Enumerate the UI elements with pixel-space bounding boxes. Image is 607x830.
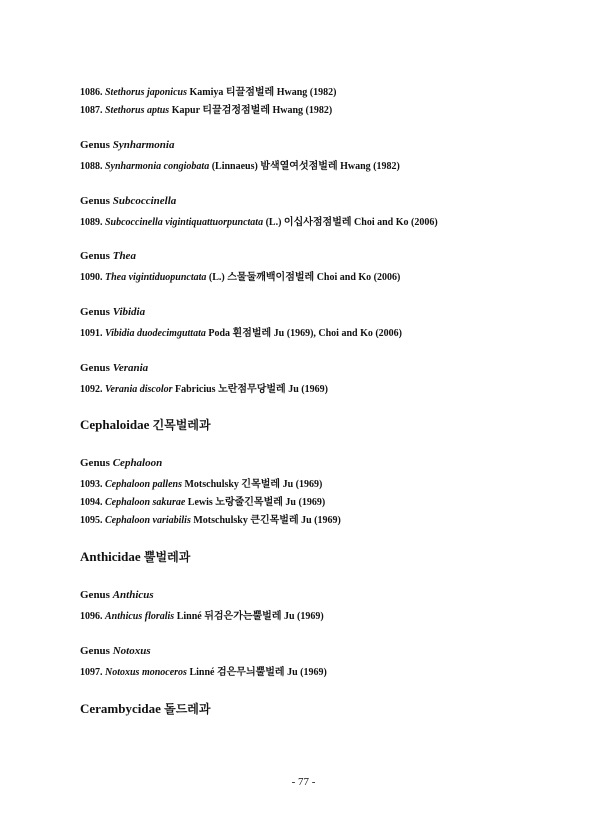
latin-name: Cephaloon variabilis (105, 515, 191, 526)
genus-heading (80, 589, 154, 601)
text-segment: (L.) (263, 217, 284, 228)
family-heading (80, 416, 211, 433)
latin-name: Anthicus (112, 589, 154, 601)
text-segment: Genus (80, 139, 113, 151)
text-segment: Motschulsky (190, 515, 251, 526)
genus-heading (80, 139, 174, 151)
text-segment: Ju (1969) (298, 515, 341, 526)
text-segment: Genus (80, 362, 113, 374)
text-segment: 1091. (80, 328, 105, 339)
latin-name: Subcoccinella (112, 195, 177, 207)
genus-heading (80, 645, 151, 657)
species-entry (80, 101, 332, 116)
text-segment: 1087. (80, 105, 105, 116)
korean-name: 긴목벌레과 (152, 418, 211, 432)
species-entry (80, 607, 324, 622)
latin-name: Thea (112, 250, 136, 262)
species-entry (80, 157, 400, 172)
genus-heading (80, 362, 148, 374)
species-entry (80, 268, 400, 283)
text-segment: 1097. (80, 667, 105, 678)
text-segment: Genus (80, 250, 113, 262)
text-segment: Linné (186, 667, 217, 678)
text-segment: Ju (1969) (284, 667, 327, 678)
text-segment: Ju (1969) (282, 497, 326, 508)
text-segment: 1095. (80, 515, 105, 526)
text-segment: (Linnaeus) (209, 161, 261, 172)
text-segment: Ju (1969) (281, 611, 324, 622)
korean-name: 뒤검은가는뿔벌레 (204, 611, 282, 622)
korean-name: 이십사점점벌레 (283, 217, 352, 228)
text-segment: Genus (80, 457, 113, 469)
text-segment: 1086. (80, 87, 105, 98)
text-segment: Cerambycidae (80, 701, 165, 716)
text-segment: Cephaloidae (80, 417, 153, 432)
text-segment: Choi and Ko (2006) (314, 272, 401, 283)
latin-name: Vibidia (112, 306, 146, 318)
latin-name: Verania (112, 362, 149, 374)
species-entry (80, 475, 322, 490)
text-segment: 1094. (80, 497, 105, 508)
species-entry (80, 511, 341, 526)
text-segment: 1092. (80, 384, 105, 395)
text-segment: Genus (80, 195, 113, 207)
text-segment: Anthicidae (80, 549, 144, 564)
text-segment: Kapur (169, 105, 203, 116)
korean-name: 돌드레과 (164, 702, 211, 716)
text-segment: 1089. (80, 217, 105, 228)
species-entry (80, 213, 438, 228)
species-entry (80, 493, 325, 508)
korean-name: 흰점벌레 (232, 328, 272, 339)
text-segment: 1093. (80, 479, 105, 490)
latin-name: Stethorus japonicus (105, 87, 187, 98)
text-segment: Genus (80, 306, 113, 318)
text-segment: 1090. (80, 272, 105, 283)
latin-name: Anthicus floralis (105, 611, 175, 622)
text-segment: Kamiya (186, 87, 226, 98)
latin-name: Synharmonia (112, 139, 175, 151)
text-segment: Ju (1969) (280, 479, 323, 490)
family-heading (80, 548, 190, 565)
text-segment: (L.) (206, 272, 228, 283)
latin-name: Cephaloon sakurae (105, 497, 186, 508)
latin-name: Notoxus monoceros (105, 667, 187, 678)
text-segment: Genus (80, 589, 113, 601)
latin-name: Cephaloon pallens (105, 479, 182, 490)
korean-name: 뿔벌레과 (143, 550, 191, 564)
latin-name: Verania discolor (105, 384, 173, 395)
latin-name: Subcoccinella vigintiquattuorpunctata (105, 217, 264, 228)
text-segment: Ju (1969), Choi and Ko (2006) (271, 328, 403, 339)
text-segment: Motschulsky (181, 479, 242, 490)
latin-name: Stethorus aptus (105, 105, 170, 116)
text-segment: Hwang (1982) (274, 87, 337, 98)
text-segment: Fabricius (172, 384, 219, 395)
genus-heading (80, 306, 145, 318)
species-entry (80, 380, 328, 395)
korean-name: 티끌검정점벌레 (202, 105, 270, 116)
korean-name: 검은무늬뿔벌레 (216, 667, 285, 678)
text-segment: Lewis (185, 497, 216, 508)
species-entry (80, 663, 327, 678)
page-number: - 77 - (291, 776, 316, 788)
latin-name: Thea vigintiduopunctata (105, 272, 207, 283)
korean-name: 티끌점벌레 (225, 87, 275, 98)
genus-heading (80, 250, 136, 262)
latin-name: Notoxus (112, 645, 151, 657)
text-segment: Genus (80, 645, 113, 657)
korean-name: 밤색열여섯점벌레 (260, 161, 338, 172)
korean-name: 노랑줄긴목벌레 (215, 497, 283, 508)
text-segment: 1088. (80, 161, 105, 172)
text-segment: Linné (174, 611, 205, 622)
genus-heading (80, 195, 176, 207)
korean-name: 스물둘깨백이점벌레 (227, 272, 315, 283)
text-segment: Choi and Ko (2006) (351, 217, 438, 228)
text-segment: 1096. (80, 611, 105, 622)
korean-name: 긴목벌레 (241, 479, 281, 490)
text-segment: Hwang (1982) (270, 105, 333, 116)
family-heading (80, 700, 211, 717)
text-segment: Ju (1969) (285, 384, 328, 395)
species-entry (80, 324, 402, 339)
text-segment: Hwang (1982) (337, 161, 400, 172)
korean-name: 노란점무당벌레 (218, 384, 286, 395)
species-entry (80, 83, 336, 98)
latin-name: Cephaloon (112, 457, 163, 469)
genus-heading (80, 457, 162, 469)
text-segment: Poda (205, 328, 233, 339)
latin-name: Vibidia duodecimguttata (105, 328, 206, 339)
korean-name: 큰긴목벌레 (250, 515, 299, 526)
latin-name: Synharmonia congiobata (105, 161, 210, 172)
